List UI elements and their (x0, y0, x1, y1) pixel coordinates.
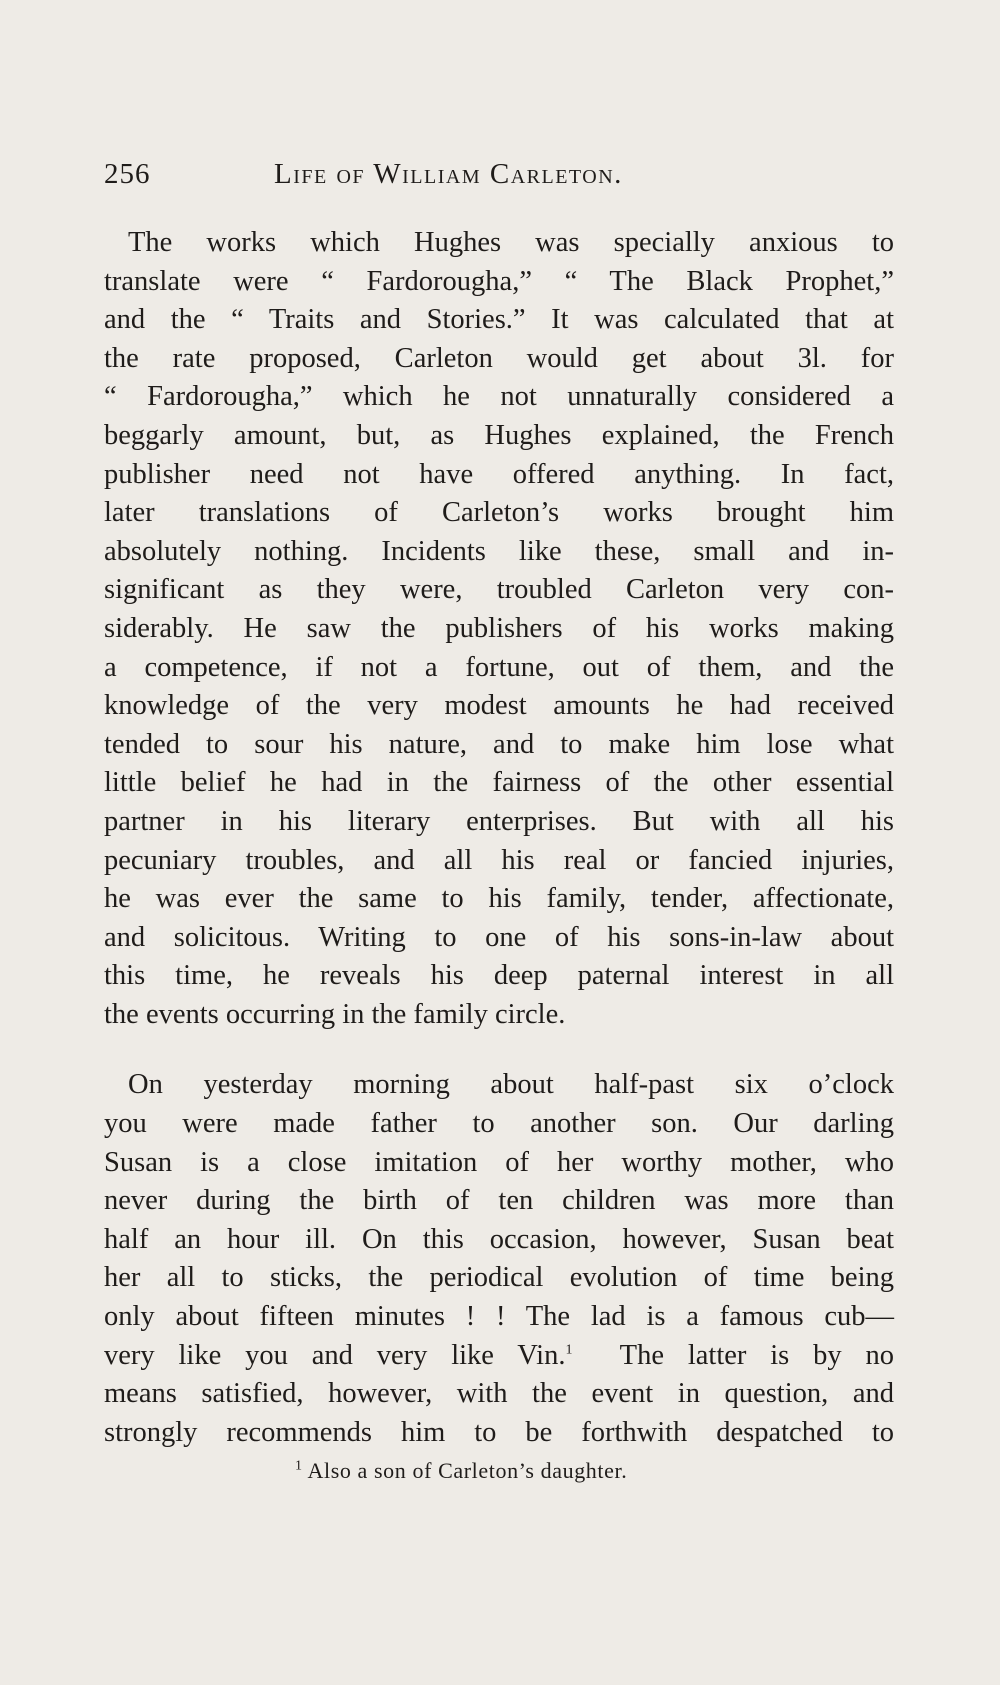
footnote-marker: 1 (295, 1458, 303, 1474)
footnote-marker: 1 (565, 1342, 573, 1358)
text-line: absolutely nothing. Incidents like these, small and in- (104, 535, 894, 567)
text-line: never during the birth of ten children was more than (104, 1185, 894, 1217)
paragraph (104, 224, 894, 1034)
text-line: tended to sour his nature, and to make him lose what (104, 728, 894, 760)
page-number: 256 (104, 158, 151, 190)
running-title: Life of William Carleton. (274, 158, 623, 190)
text-line: siderably. He saw the publishers of his works making (104, 612, 894, 644)
text-line: On yesterday morning about half-past six o’clock (128, 1069, 894, 1101)
text-line: half an hour ill. On this occasion, however, Susan beat (104, 1223, 894, 1255)
text-line: a competence, if not a fortune, out of them, and the (104, 651, 894, 683)
footnote-text: Also a son of Carleton’s daughter. (302, 1458, 628, 1483)
text-line: the events occurring in the family circle. (104, 998, 566, 1030)
body-text (104, 224, 894, 1452)
paragraph-gap (104, 1034, 894, 1066)
text-line: the rate proposed, Carleton would get about 3l. for (104, 342, 894, 374)
text-line: later translations of Carleton’s works brought him (104, 497, 894, 529)
text-line: publisher need not have offered anything. In fact, (104, 458, 894, 490)
text-line: her all to sticks, the periodical evolution of time being (104, 1262, 894, 1294)
text-line: and solicitous. Writing to one of his sons-in-law about (104, 921, 894, 953)
text-line: this time, he reveals his deep paternal interest in all (104, 960, 894, 992)
text-line: little belief he had in the fairness of the other essential (104, 767, 894, 799)
text-line: “ Fardorougha,” which he not unnaturally considered a (104, 381, 894, 413)
text-line: Susan is a close imitation of her worthy mother, who (104, 1146, 894, 1178)
text-line: partner in his literary enterprises. But with all his (104, 805, 894, 837)
text-line: means satisfied, however, with the event in question, and (104, 1378, 894, 1410)
text-line: The works which Hughes was specially anxious to (128, 227, 894, 258)
text-line: he was ever the same to his family, tender, affectionate, (104, 883, 894, 915)
quoted-letter (104, 1066, 894, 1452)
text-line: translate were “ Fardorougha,” “ The Black Prophet,” (104, 265, 894, 297)
text-line (104, 1337, 894, 1376)
text-line: significant as they were, troubled Carleton very con- (104, 574, 894, 606)
text-line: strongly recommends him to be forthwith despatched to (104, 1416, 894, 1448)
text-line: beggarly amount, but, as Hughes explained, the French (104, 419, 894, 451)
text-fragment: The latter is by no (572, 1339, 894, 1371)
footnote (295, 1458, 627, 1484)
text-line: pecuniary troubles, and all his real or fancied injuries, (104, 844, 894, 876)
text-fragment: very like you and very like Vin. (104, 1339, 566, 1371)
text-line: you were made father to another son. Our darling (104, 1108, 894, 1140)
text-line: and the “ Traits and Stories.” It was calculated that at (104, 304, 894, 336)
running-head (104, 158, 894, 198)
text-line: only about fifteen minutes ! ! The lad is a famous cub— (104, 1301, 894, 1333)
text-line: knowledge of the very modest amounts he had received (104, 690, 894, 722)
